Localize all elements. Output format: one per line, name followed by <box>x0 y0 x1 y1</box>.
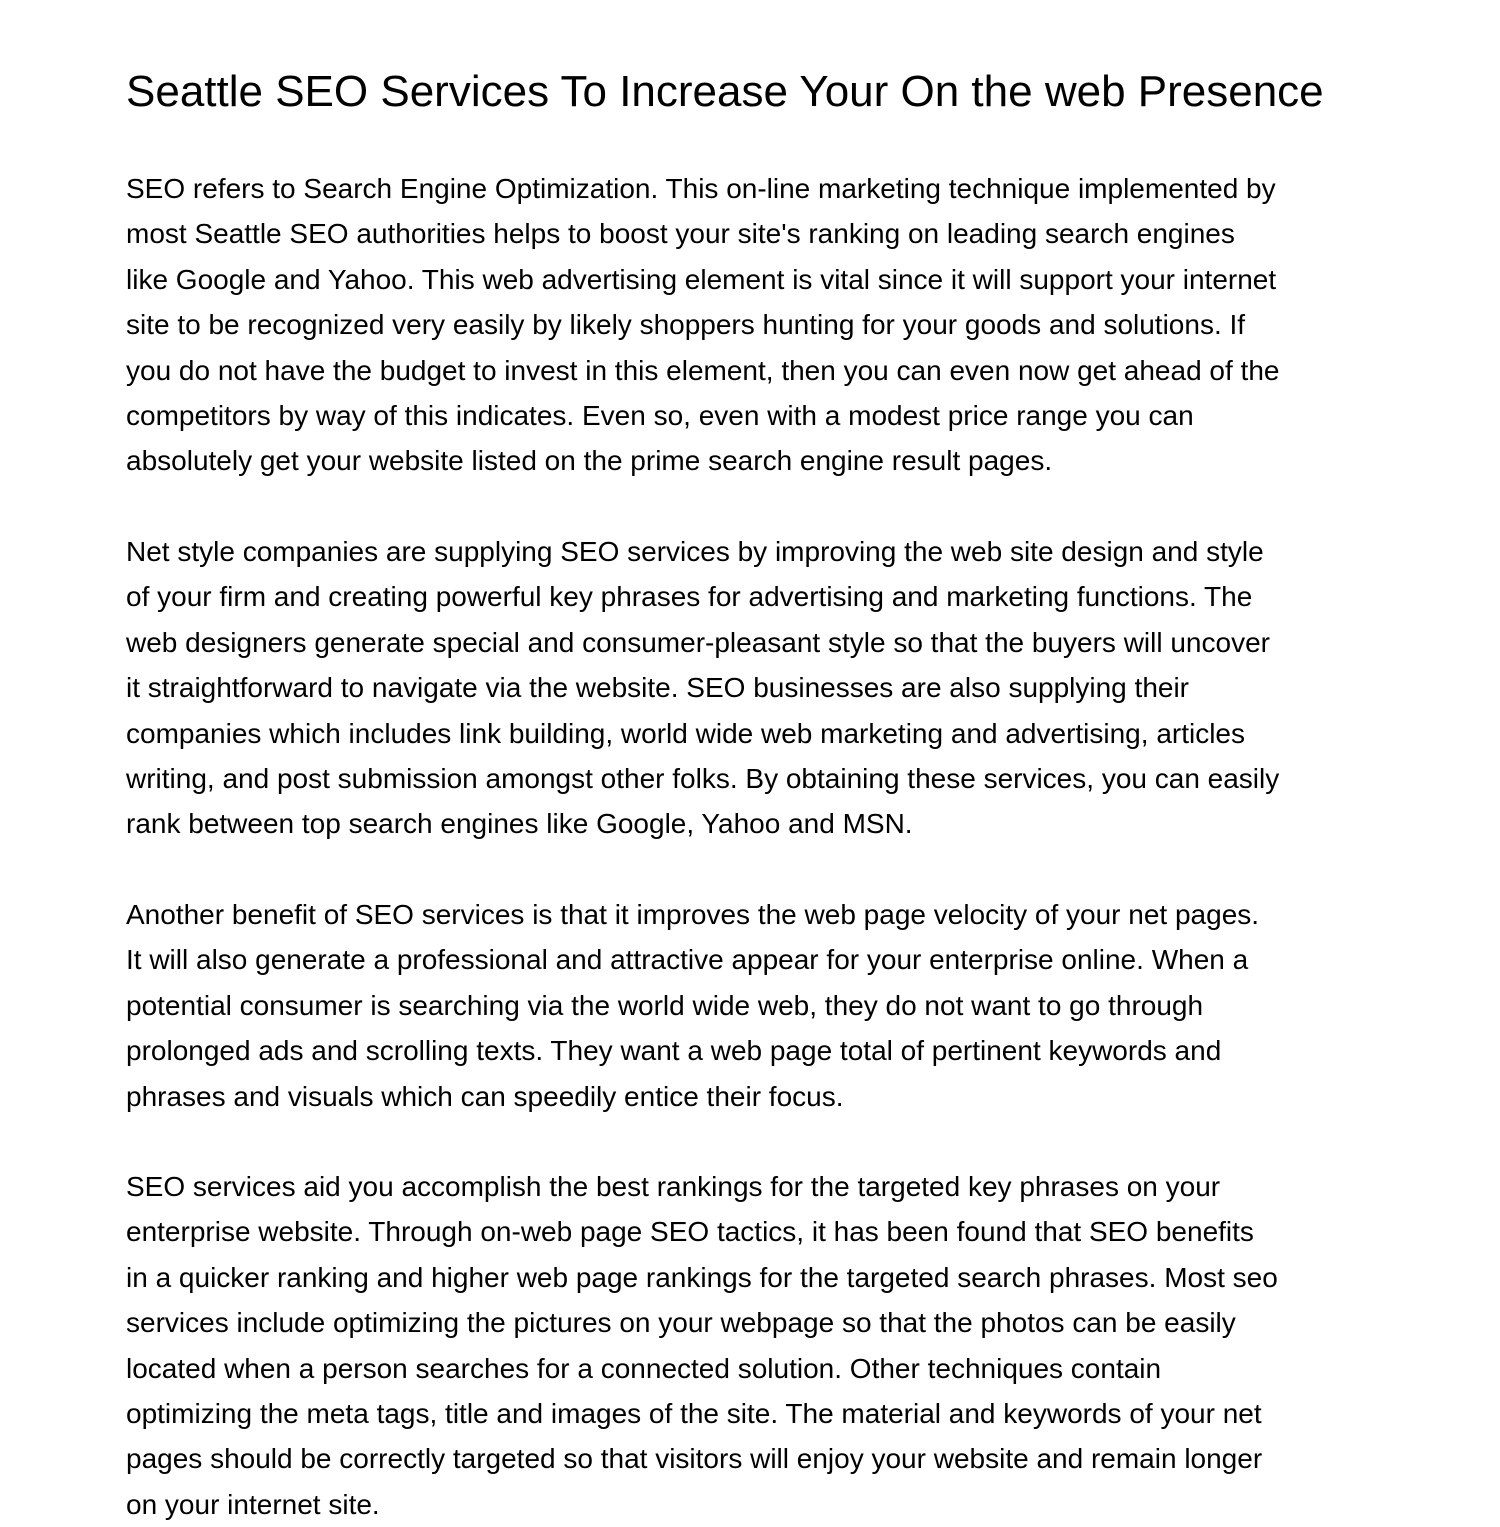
paragraph-line: you do not have the budget to invest in this element, then you can even now get ahead of the <box>126 354 1280 386</box>
paragraph-line: of your firm and creating powerful key phrases for advertising and marketing functions. The <box>126 581 1253 613</box>
paragraph-2 <box>126 529 1396 847</box>
paragraph-1 <box>126 166 1396 484</box>
paragraph-line: in a quicker ranking and higher web page rankings for the targeted search phrases. Most seo <box>126 1261 1278 1293</box>
paragraph-line: SEO refers to Search Engine Optimization. This on-line marketing technique implemented by <box>126 173 1276 204</box>
paragraph-line: site to be recognized very easily by likely shoppers hunting for your goods and solutions. If <box>126 309 1246 341</box>
paragraph-line: companies which includes link building, world wide web marketing and advertising, articles <box>126 717 1246 749</box>
paragraph-line: services include optimizing the pictures on your webpage so that the photos can be easily <box>126 1307 1236 1339</box>
paragraph-line: located when a person searches for a connected solution. Other techniques contain <box>126 1352 1162 1384</box>
paragraph-line: optimizing the meta tags, title and images of the site. The material and keywords of your net <box>126 1397 1262 1429</box>
paragraph-line: It will also generate a professional and attractive appear for your enterprise online. When a <box>126 944 1249 976</box>
paragraph-line: like Google and Yahoo. This web advertising element is vital since it will support your internet <box>126 263 1277 295</box>
paragraph-line: phrases and visuals which can speedily entice their focus. <box>126 1080 844 1112</box>
paragraph-line: SEO services aid you accomplish the best rankings for the targeted key phrases on your <box>126 1171 1221 1202</box>
paragraph-line: it straightforward to navigate via the website. SEO businesses are also supplying their <box>126 672 1190 704</box>
paragraph-line: potential consumer is searching via the world wide web, they do not want to go through <box>126 989 1204 1021</box>
paragraph-line: most Seattle SEO authorities helps to boost your site's ranking on leading search engines <box>126 218 1235 250</box>
document-title: Seattle SEO Services To Increase Your On the web Presence <box>126 67 1324 116</box>
paragraph-line: Net style companies are supplying SEO services by improving the web site design and style <box>126 536 1264 567</box>
paragraph-line: pages should be correctly targeted so that visitors will enjoy your website and remain longer <box>126 1443 1263 1475</box>
paragraph-line: absolutely get your website listed on the prime search engine result pages. <box>126 445 1053 477</box>
paragraph-line: Another benefit of SEO services is that it improves the web page velocity of your net pages. <box>126 899 1260 930</box>
paragraph-line: prolonged ads and scrolling texts. They want a web page total of pertinent keywords and <box>126 1035 1222 1067</box>
paragraph-line: on your internet site. <box>126 1488 380 1520</box>
paragraph-line: competitors by way of this indicates. Even so, even with a modest price range you can <box>126 399 1194 431</box>
paragraph-3 <box>126 892 1396 1119</box>
paragraph-line: writing, and post submission amongst other folks. By obtaining these services, you can easily <box>126 762 1280 794</box>
paragraph-line: rank between top search engines like Google, Yahoo and MSN. <box>126 808 913 840</box>
paragraph-4 <box>126 1164 1396 1527</box>
paragraph-line: web designers generate special and consumer-pleasant style so that the buyers will uncover <box>126 626 1270 658</box>
paragraph-line: enterprise website. Through on-web page SEO tactics, it has been found that SEO benefits <box>126 1216 1254 1248</box>
